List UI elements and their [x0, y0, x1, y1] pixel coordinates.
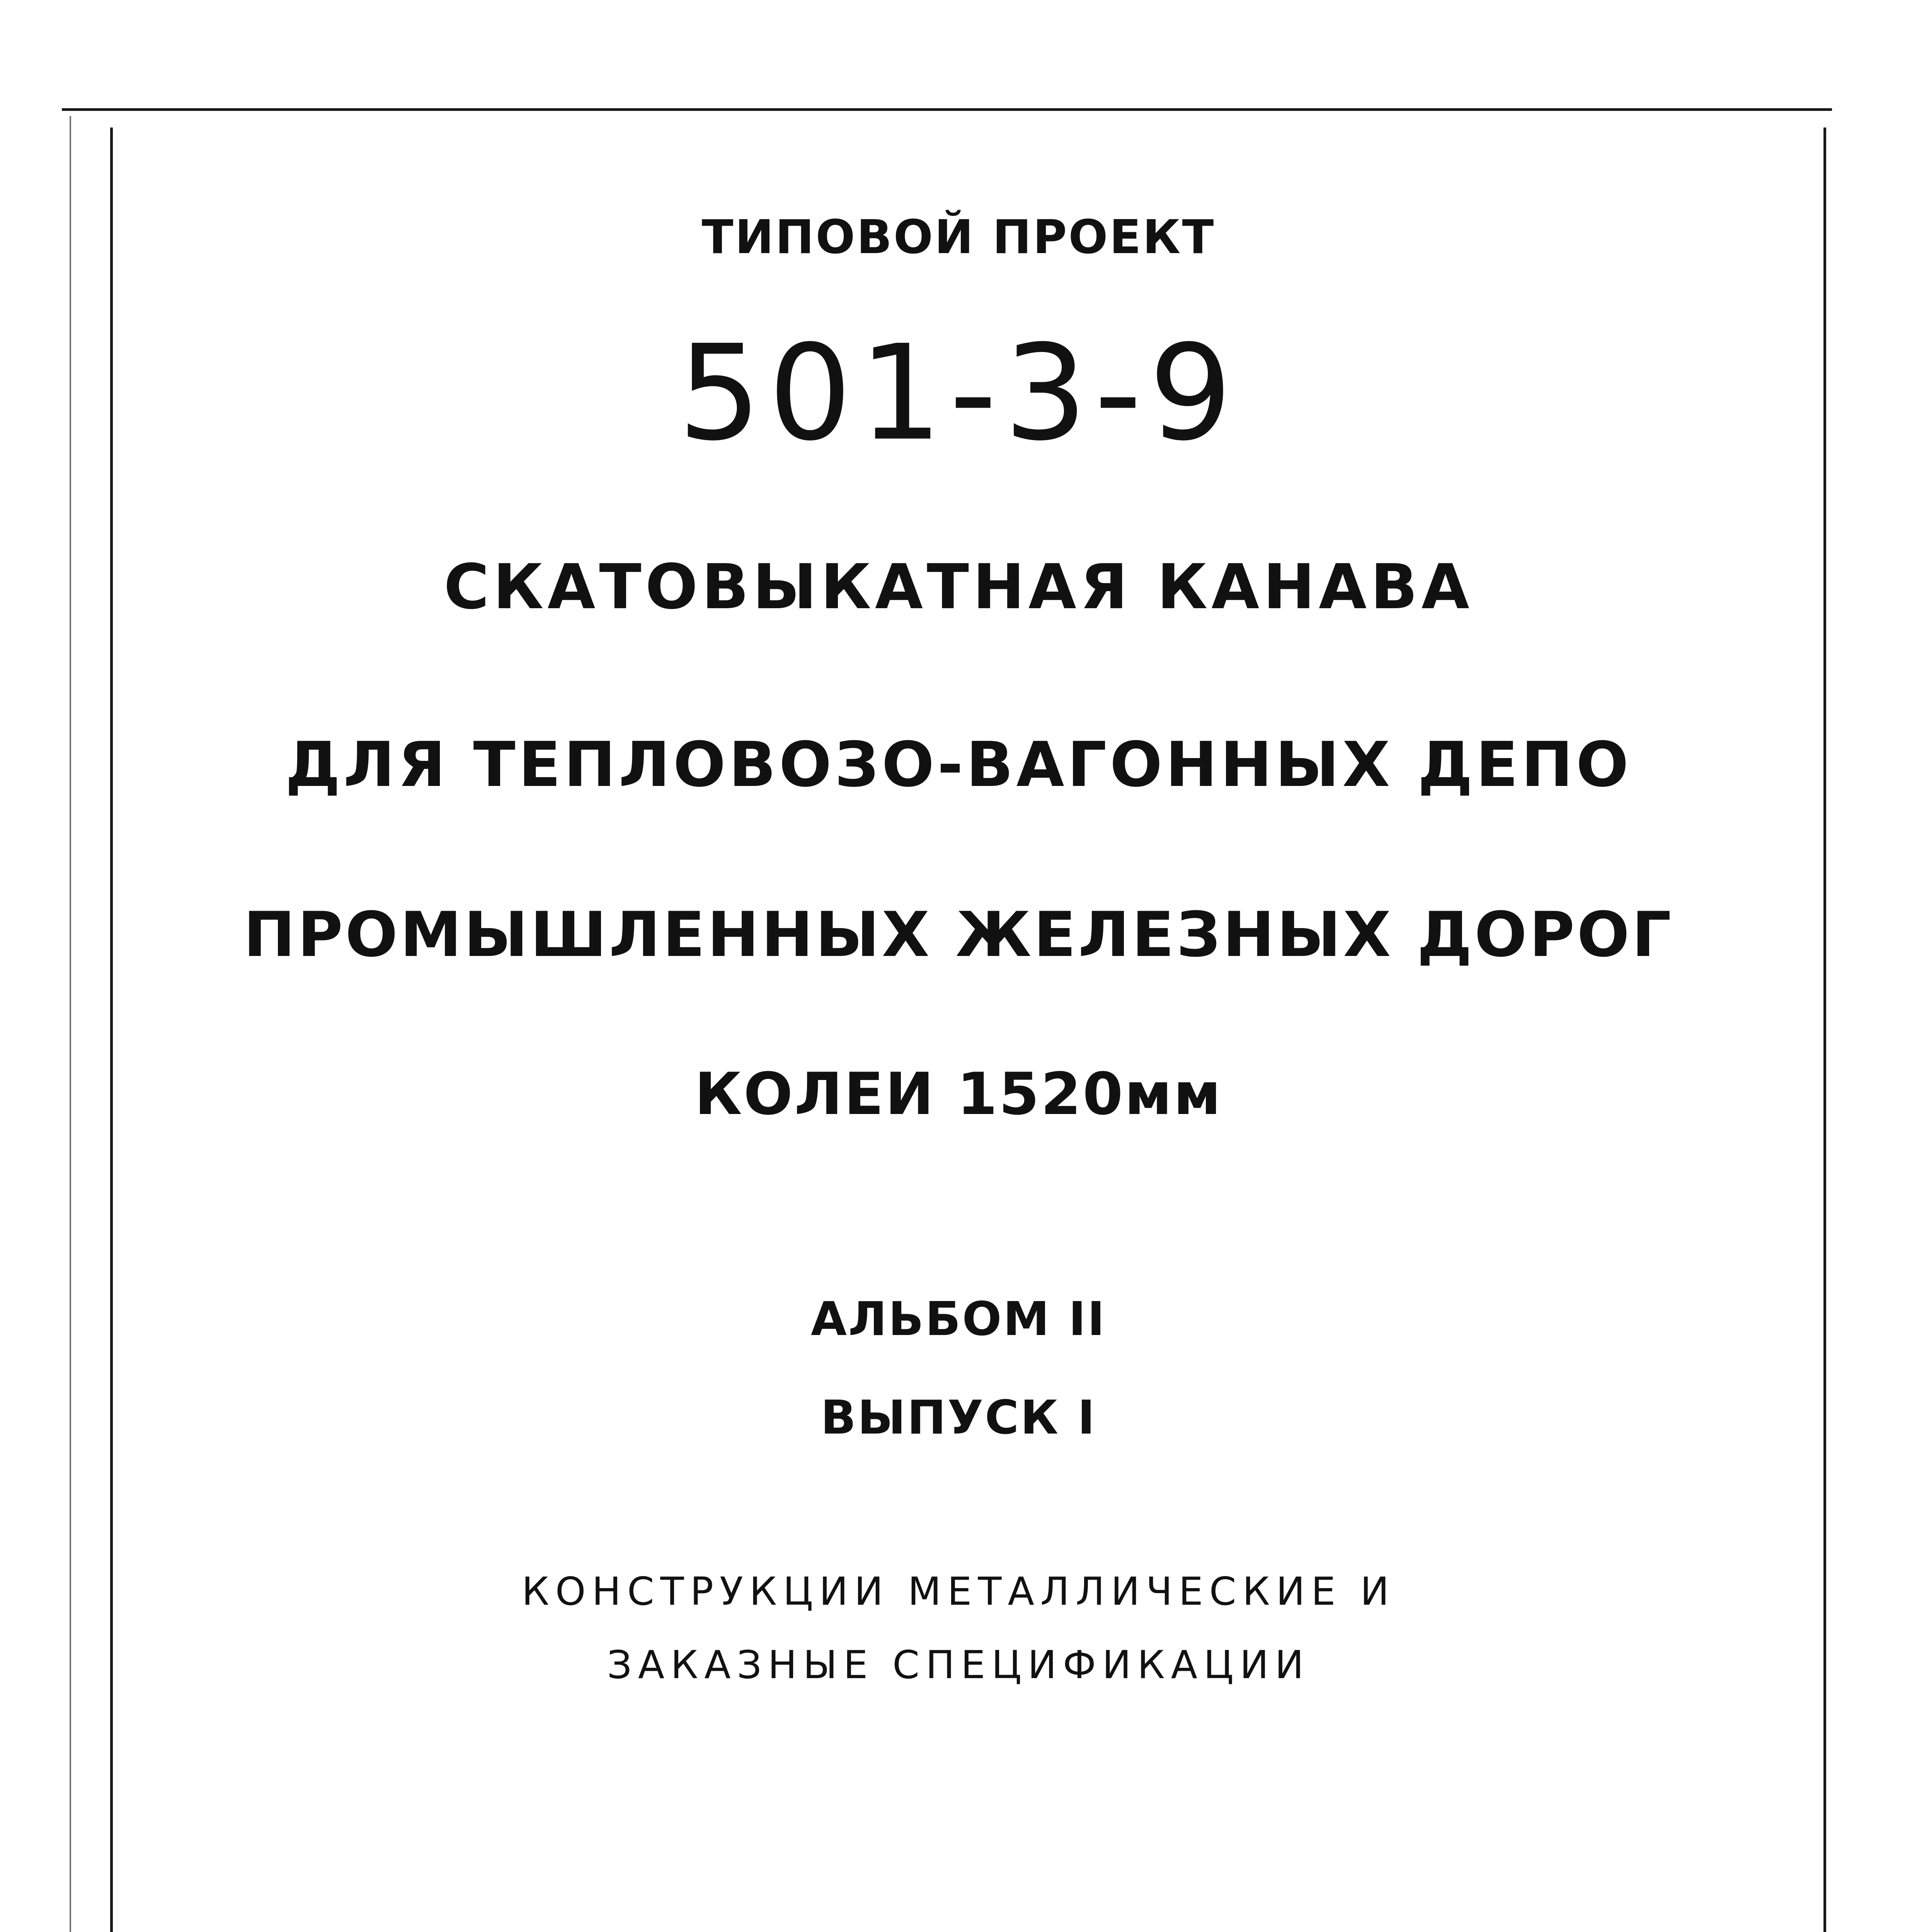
issue-label: ВЫПУСК I: [821, 1391, 1096, 1445]
title-line-1: СКАТОВЫКАТНАЯ КАНАВА: [444, 551, 1473, 623]
project-number: 501-3-9: [678, 317, 1239, 470]
title-line-4: КОЛЕИ 1520мм: [695, 1061, 1222, 1128]
subtitle-line-2: ЗАКАЗНЫЕ СПЕЦИФИКАЦИИ: [607, 1642, 1310, 1687]
frame-top-line: [62, 108, 1832, 111]
subtitle-line-1: КОНСТРУКЦИИ МЕТАЛЛИЧЕСКИЕ И: [521, 1569, 1396, 1614]
album-label: АЛЬБОМ II: [811, 1293, 1106, 1346]
series-heading: ТИПОВОЙ ПРОЕКТ: [701, 211, 1216, 264]
title-line-2: ДЛЯ ТЕПЛОВОЗО-ВАГОННЫХ ДЕПО: [285, 728, 1632, 801]
title-line-3: ПРОМЫШЛЕННЫХ ЖЕЛЕЗНЫХ ДОРОГ: [243, 898, 1674, 971]
